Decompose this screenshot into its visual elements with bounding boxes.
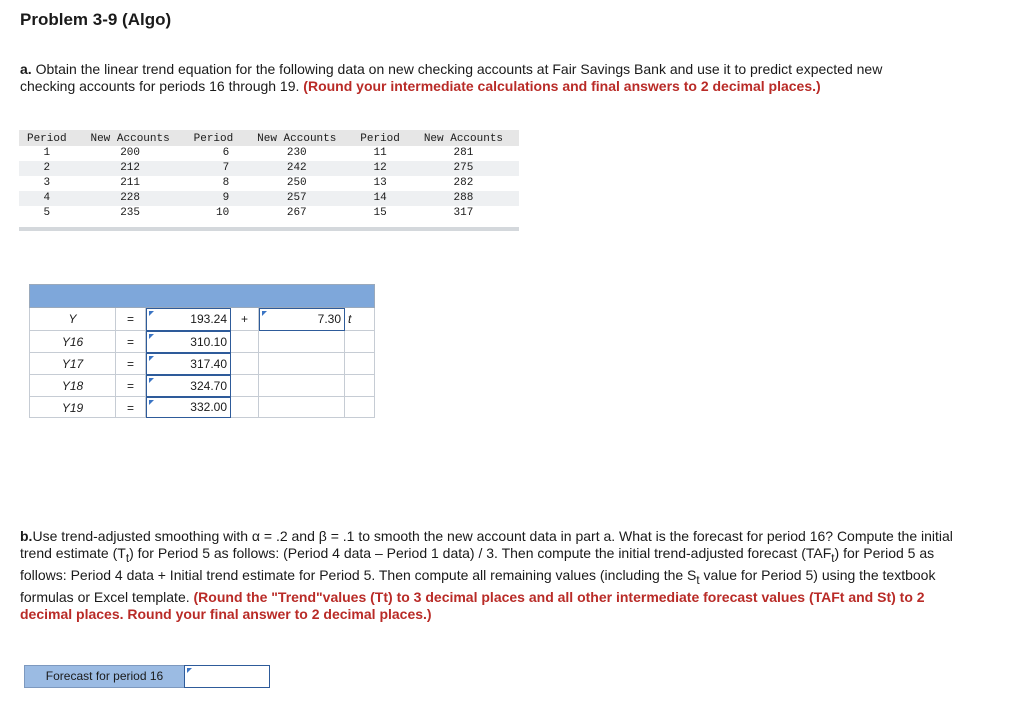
y17-input[interactable] — [146, 353, 231, 375]
empty-cell — [231, 397, 259, 418]
part-a-instruction: (Round your intermediate calculations and final answers to 2 decimal places.) — [303, 78, 821, 94]
header-period: Period — [352, 130, 408, 146]
table-cell: 242 — [241, 161, 352, 176]
empty-cell — [345, 353, 375, 375]
table-row — [19, 176, 519, 191]
part-a-question — [20, 61, 940, 95]
subscript-t: t — [125, 551, 130, 565]
table-cell: 12 — [352, 161, 408, 176]
forecast-period-16-label: Forecast for period 16 — [24, 665, 185, 688]
header-new-accounts: New Accounts — [75, 130, 186, 146]
header-period: Period — [19, 130, 75, 146]
table-cell: 15 — [373, 207, 387, 219]
empty-cell — [345, 375, 375, 397]
equals-sign: = — [116, 375, 146, 397]
intercept-input[interactable] — [146, 308, 231, 331]
slope-input[interactable] — [259, 308, 345, 331]
table-cell: 230 — [286, 147, 307, 159]
table-cell: 3 — [43, 177, 51, 189]
flag-icon — [187, 668, 192, 673]
table-bottom-rule — [19, 227, 519, 231]
table-cell: 6 — [222, 147, 230, 159]
table-cell: 200 — [120, 147, 140, 159]
table-cell: 5 — [43, 207, 51, 219]
table-cell: 288 — [408, 191, 519, 206]
part-a-label: a. — [20, 61, 32, 77]
empty-cell — [231, 375, 259, 397]
table-cell: 14 — [352, 191, 408, 206]
trend-y-label: Y — [29, 308, 116, 331]
part-b-instruction: (Round the "Trend"values (Tt) to 3 decimal places and all other intermediate forecast values (TAFt and St) to 2 decimal places. Round your final answer to 2 decimal places.) — [20, 588, 925, 622]
part-b-text: value for Period 5) using the textbook formulas or Excel template. — [20, 566, 936, 605]
empty-cell — [259, 353, 345, 375]
table-row — [19, 161, 519, 176]
table-cell: 7 — [186, 161, 242, 176]
table-row — [19, 206, 519, 221]
header-new-accounts: New Accounts — [408, 130, 519, 146]
answer-grid — [29, 284, 375, 418]
y19-value: 332.00 — [190, 400, 227, 414]
part-b-question — [20, 528, 960, 623]
data-table-header-row — [19, 130, 519, 146]
table-cell: 10 — [216, 207, 230, 219]
y17-value: 317.40 — [190, 357, 227, 371]
table-cell: 275 — [408, 161, 519, 176]
table-cell: 212 — [75, 161, 186, 176]
answer-grid-header — [29, 284, 375, 308]
part-b-text: ) for Period 5 as follows: (Period 4 data – Period 1 data) / 3. Then compute the initial trend-adjusted forecast (TAF — [129, 545, 832, 561]
empty-cell — [259, 375, 345, 397]
table-cell: 4 — [19, 191, 75, 206]
table-cell: 2 — [19, 161, 75, 176]
subscript-t: t — [831, 551, 835, 565]
part-b-text: Use trend-adjusted smoothing with α = .2 and β = .1 to smooth the new account data in part a. What is the forecast for period 16? Compute the initial trend estimate (T — [20, 528, 953, 561]
empty-cell — [231, 331, 259, 353]
table-cell: 267 — [286, 207, 307, 219]
empty-cell — [345, 331, 375, 353]
part-b-label: b. — [20, 528, 33, 544]
table-cell: 8 — [222, 177, 230, 189]
table-cell: 257 — [241, 191, 352, 206]
table-cell: 235 — [120, 207, 140, 219]
y19-input[interactable] — [146, 397, 231, 418]
part-a-text: Obtain the linear trend equation for the following data on new checking accounts at Fair Savings Bank and use it to predict expected new checking accounts for periods 16 through 19. — [20, 61, 883, 94]
table-cell: 281 — [453, 147, 474, 159]
empty-cell — [345, 397, 375, 418]
empty-cell — [259, 331, 345, 353]
table-cell: 211 — [120, 177, 140, 189]
equals-sign: = — [116, 331, 146, 353]
data-table — [19, 130, 519, 221]
empty-cell — [259, 397, 345, 418]
table-cell: 9 — [186, 191, 242, 206]
subscript-t: t — [696, 573, 700, 587]
table-cell: 317 — [453, 207, 474, 219]
problem-title: Problem 3-9 (Algo) — [20, 10, 172, 29]
equals-sign: = — [116, 353, 146, 375]
table-cell: 250 — [286, 177, 307, 189]
y19-label: Y19 — [29, 397, 116, 418]
table-cell: 228 — [75, 191, 186, 206]
y16-value: 310.10 — [190, 335, 227, 349]
part-b-text: ) for Period 5 as follows: Period 4 data + Initial trend estimate for Period 5. Then compute all remaining values (including the S — [20, 545, 935, 583]
table-row — [19, 146, 519, 161]
table-row — [19, 191, 519, 206]
plus-sign: + — [231, 308, 259, 331]
intercept-value: 193.24 — [190, 312, 227, 326]
y18-value: 324.70 — [190, 379, 227, 393]
slope-value: 7.30 — [317, 312, 341, 326]
header-new-accounts: New Accounts — [241, 130, 352, 146]
equals-sign: = — [116, 308, 146, 331]
y17-label: Y17 — [29, 353, 116, 375]
y18-label: Y18 — [29, 375, 116, 397]
table-cell: 282 — [453, 177, 474, 189]
table-cell: 1 — [43, 147, 51, 159]
t-variable: t — [345, 308, 375, 331]
table-cell: 13 — [373, 177, 387, 189]
equals-sign: = — [116, 397, 146, 418]
y18-input[interactable] — [146, 375, 231, 397]
y16-label: Y16 — [29, 331, 116, 353]
header-period: Period — [186, 130, 242, 146]
forecast-period-16-input[interactable] — [184, 665, 270, 688]
empty-cell — [231, 353, 259, 375]
y16-input[interactable] — [146, 331, 231, 353]
table-cell: 11 — [373, 147, 387, 159]
